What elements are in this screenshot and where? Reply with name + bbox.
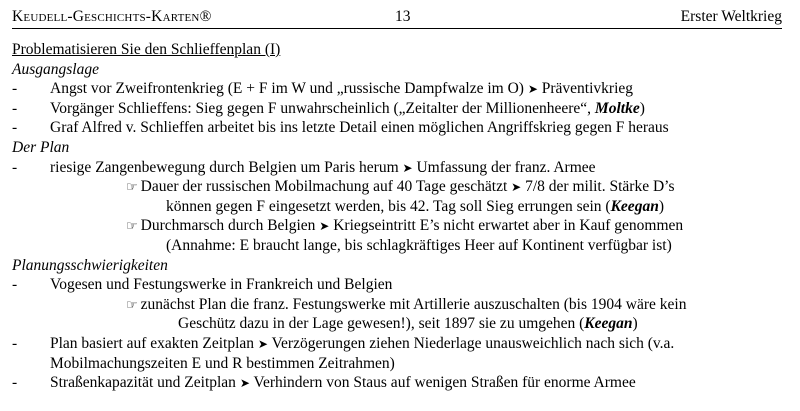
sub-item-text: können gegen F eingesetzt werden, bis 42. Tag soll Sieg errungen sein (Keegan) [166,197,664,215]
list-item-text: Mobilmachungszeiten E und R bestimmen Zeitrahmen) [50,354,395,372]
section-heading-der-plan [12,138,792,158]
bullet-dash: - [12,276,18,294]
list-item-text: Angst vor Zweifrontenkrieg (E + F im W und „russische Dampfwalze im O) ➤ Präventivkrieg [50,80,634,98]
sub-item [12,216,792,236]
bullet-dash: - [12,334,18,352]
section-heading: Ausgangslage [12,60,99,78]
document-title: Problematisieren Sie den Schlieffenplan (I) [12,41,281,58]
author-reference: Moltke [594,99,640,117]
bullet-dash: - [12,158,18,176]
pointing-hand-icon: ☞ [126,219,138,235]
pointing-hand-icon: ☞ [126,297,138,313]
list-item [12,118,792,138]
header-page-number: 13 [395,8,411,25]
sub-item-text: ☞ Dauer der russischen Mobilmachung auf 40 Tage geschätzt ➤ 7/8 der milit. Stärke D’s [126,178,675,196]
list-item [12,99,792,119]
author-reference: Keegan [610,197,659,215]
header-chapter: Erster Weltkrieg [680,8,782,25]
header-publisher: Keudell-Geschichts-Karten® [12,8,212,25]
sub-item-continuation [12,236,792,256]
list-item-text: Straßenkapazität und Zeitplan ➤ Verhindern von Staus auf wenigen Straßen für enorme Armee [50,374,636,392]
page-header [12,6,782,29]
sub-item-continuation [12,314,792,334]
arrow-icon: ➤ [257,336,268,351]
list-item [12,158,792,178]
arrow-icon: ➤ [527,82,538,97]
bullet-dash: - [12,99,18,117]
arrow-icon: ➤ [239,376,250,391]
sub-item [12,295,792,315]
list-item-text: Graf Alfred v. Schlieffen arbeitet bis ins letzte Detail einen möglichen Angriffskrieg gegen F heraus [50,119,669,137]
section-heading-planungsschwierigkeiten [12,256,792,276]
section-heading-ausgangslage [12,60,792,80]
list-item-continuation [12,354,792,374]
pointing-hand-icon: ☞ [126,180,138,196]
bullet-dash: - [12,374,18,392]
sub-item [12,177,792,197]
sub-item-text: ☞ zunächst Plan die franz. Festungswerke mit Artillerie auszuschalten (bis 1904 wäre kein [126,295,687,313]
list-item [12,373,792,393]
arrow-icon: ➤ [319,219,330,234]
list-item-text: riesige Zangenbewegung durch Belgien um Paris herum ➤ Umfassung der franz. Armee [50,158,596,176]
section-heading: Planungsschwierigkeiten [12,256,168,274]
title-line [12,40,792,60]
list-item [12,79,792,99]
list-item-text: Plan basiert auf exakten Zeitplan ➤ Verzögerungen ziehen Niederlage unausweichlich nach sich (v.a. [50,334,675,352]
document-body [12,40,792,393]
author-reference: Keegan [584,315,633,333]
section-heading: Der Plan [12,138,70,156]
sub-item-continuation [12,197,792,217]
sub-item-text: Geschütz dazu in der Lage gewesen!), seit 1897 sie zu umgehen (Keegan) [178,315,638,333]
list-item [12,275,792,295]
bullet-dash: - [12,80,18,98]
sub-item-text: ☞ Durchmarsch durch Belgien ➤ Kriegseintritt E’s nicht erwartet aber in Kauf genommen [126,217,684,235]
arrow-icon: ➤ [402,160,413,175]
list-item-text: Vorgänger Schlieffens: Sieg gegen F unwahrscheinlich („Zeitalter der Millionenheere“, Moltke) [50,99,645,117]
bullet-dash: - [12,119,18,137]
sub-item-text: (Annahme: E braucht lange, bis schlagkräftiges Heer auf Kontinent verfügbar ist) [166,236,672,254]
list-item [12,334,792,354]
list-item-text: Vogesen und Festungswerke in Frankreich und Belgien [50,276,393,294]
arrow-icon: ➤ [511,180,522,195]
